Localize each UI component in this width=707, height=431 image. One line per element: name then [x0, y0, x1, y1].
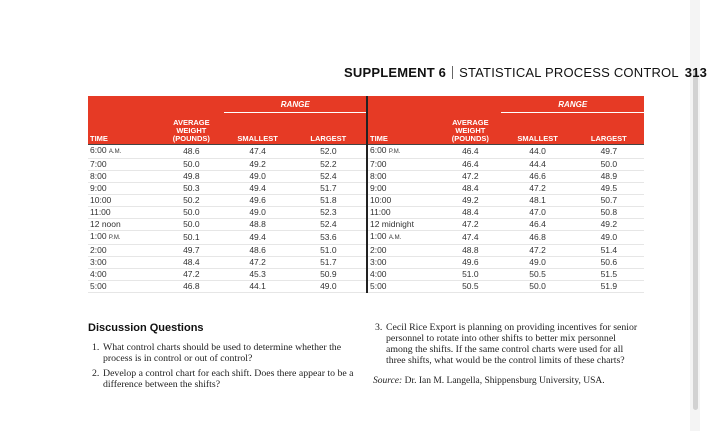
- table-cell: [439, 207, 501, 219]
- source-line: [373, 376, 605, 386]
- table-cell: [158, 145, 224, 159]
- cell-value: 47.0: [529, 207, 546, 217]
- table-cell: [501, 269, 573, 281]
- col-largest: LARGEST: [291, 113, 367, 145]
- table-cell: [88, 159, 158, 171]
- cell-value: 44.1: [249, 281, 266, 291]
- table-cell: [501, 245, 573, 257]
- table-cell: [501, 207, 573, 219]
- table-cell: [291, 269, 367, 281]
- cell-value: 50.5: [529, 269, 546, 279]
- time-suffix: P.M.: [388, 149, 401, 155]
- question-3: [375, 322, 643, 366]
- table-cell: [574, 159, 644, 171]
- cell-value: 6:00: [369, 145, 387, 155]
- cell-value: 50.0: [529, 281, 546, 291]
- table-cell: [224, 257, 290, 269]
- cell-value: 11:00: [369, 207, 391, 217]
- col-average-weight: [158, 113, 224, 145]
- table-cell: [574, 183, 644, 195]
- table-cell: [574, 195, 644, 207]
- table-cell: [224, 231, 290, 245]
- cell-value: 51.0: [462, 269, 479, 279]
- cell-value: 51.7: [320, 257, 337, 267]
- discussion-title: Discussion Questions: [88, 322, 204, 334]
- cell-value: 50.0: [183, 219, 200, 229]
- table-row: [88, 171, 644, 183]
- cell-value: 44.0: [529, 146, 546, 156]
- table-cell: [88, 195, 158, 207]
- table-cell: [367, 183, 439, 195]
- cell-value: 9:00: [369, 183, 387, 193]
- cell-value: 49.6: [249, 195, 266, 205]
- table-cell: [158, 171, 224, 183]
- cell-value: 2:00: [90, 245, 107, 255]
- section-title: STATISTICAL PROCESS CONTROL: [459, 65, 679, 80]
- cell-value: 49.0: [320, 281, 337, 291]
- header-divider: [452, 66, 453, 79]
- cell-value: 50.7: [600, 195, 618, 205]
- table-row: [88, 159, 644, 171]
- cell-value: 48.6: [183, 146, 200, 156]
- question-number: 1.: [92, 342, 100, 353]
- cell-value: 1:00: [90, 231, 107, 241]
- table-cell: [501, 281, 573, 293]
- cell-value: 47.4: [462, 232, 479, 242]
- cell-value: 47.2: [529, 183, 546, 193]
- table-cell: [367, 269, 439, 281]
- cell-value: 8:00: [369, 171, 387, 181]
- table-cell: [224, 145, 290, 159]
- table-cell: [224, 219, 290, 231]
- table-cell: [291, 207, 367, 219]
- table-cell: [88, 219, 158, 231]
- cell-value: 53.6: [320, 232, 337, 242]
- page-header: [344, 65, 707, 80]
- table-cell: [88, 281, 158, 293]
- table-cell: [439, 159, 501, 171]
- table-cell: [367, 171, 439, 183]
- table-cell: [574, 207, 644, 219]
- table-cell: [367, 159, 439, 171]
- cell-value: 50.0: [183, 207, 200, 217]
- cell-value: 52.2: [320, 159, 337, 169]
- question-text: What control charts should be used to determine whether the process is in control or out of control?: [103, 342, 342, 364]
- scrollbar-thumb[interactable]: [693, 70, 698, 410]
- table-row: [88, 245, 644, 257]
- table-cell: [224, 159, 290, 171]
- table-cell: [291, 195, 367, 207]
- header-blank: [439, 96, 501, 113]
- table-cell: [501, 219, 573, 231]
- cell-value: 49.7: [600, 146, 618, 156]
- cell-value: 2:00: [369, 245, 387, 255]
- table-cell: [224, 245, 290, 257]
- cell-value: 46.4: [462, 159, 479, 169]
- table-cell: [439, 145, 501, 159]
- time-suffix: A.M.: [108, 149, 122, 155]
- table-cell: [88, 257, 158, 269]
- table-row: [88, 231, 644, 245]
- table-row: [88, 269, 644, 281]
- question-number: 3.: [375, 322, 383, 333]
- cell-value: 5:00: [369, 281, 387, 291]
- cell-value: 11:00: [90, 207, 111, 217]
- table-cell: [158, 231, 224, 245]
- cell-value: 51.5: [600, 269, 618, 279]
- avg-line1: AVERAGE: [452, 118, 489, 127]
- cell-value: 52.4: [320, 171, 337, 181]
- table-cell: [501, 145, 573, 159]
- cell-value: 3:00: [369, 257, 387, 267]
- cell-value: 48.9: [600, 171, 618, 181]
- cell-value: 10:00: [90, 195, 112, 205]
- cell-value: 5:00: [90, 281, 107, 291]
- cell-value: 7:00: [369, 159, 387, 169]
- cell-value: 8:00: [90, 171, 107, 181]
- cell-value: 51.4: [600, 245, 618, 255]
- cell-value: 49.6: [462, 257, 479, 267]
- cell-value: 49.2: [249, 159, 266, 169]
- table-cell: [158, 245, 224, 257]
- table-cell: [439, 195, 501, 207]
- table-cell: [367, 145, 439, 159]
- col-smallest: SMALLEST: [501, 113, 573, 145]
- cell-value: 48.4: [462, 207, 479, 217]
- question-text: Develop a control chart for each shift. Does there appear to be a difference between the shifts?: [103, 368, 354, 390]
- range-group-header-night: RANGE: [501, 96, 644, 113]
- table-cell: [367, 195, 439, 207]
- table-cell: [501, 171, 573, 183]
- table-cell: [224, 281, 290, 293]
- cell-value: 46.8: [183, 281, 200, 291]
- table-cell: [291, 219, 367, 231]
- table-cell: [291, 231, 367, 245]
- table-cell: [439, 257, 501, 269]
- table-cell: [367, 207, 439, 219]
- table-cell: [574, 245, 644, 257]
- cell-value: 7:00: [90, 159, 107, 169]
- cell-value: 49.0: [529, 257, 546, 267]
- cell-value: 47.2: [249, 257, 266, 267]
- table-cell: [574, 281, 644, 293]
- time-suffix: P.M.: [108, 235, 121, 241]
- table-cell: [158, 219, 224, 231]
- table-cell: [574, 257, 644, 269]
- cell-value: 49.4: [249, 232, 266, 242]
- cell-value: 51.8: [320, 195, 337, 205]
- range-group-header-day: RANGE: [224, 96, 367, 113]
- table-cell: [574, 231, 644, 245]
- table-cell: [439, 281, 501, 293]
- header-blank: [158, 96, 224, 113]
- cell-value: 52.4: [320, 219, 337, 229]
- cell-value: 12 noon: [90, 219, 121, 229]
- cell-value: 1:00: [369, 231, 387, 241]
- table-cell: [224, 269, 290, 281]
- table-cell: [158, 257, 224, 269]
- table-row: [88, 145, 644, 159]
- table-cell: [224, 195, 290, 207]
- table-cell: [291, 257, 367, 269]
- table-cell: [291, 159, 367, 171]
- cell-value: 51.9: [600, 281, 618, 291]
- table-cell: [439, 245, 501, 257]
- cell-value: 47.2: [462, 171, 479, 181]
- cell-value: 10:00: [369, 195, 392, 205]
- table-cell: [158, 195, 224, 207]
- table-cell: [158, 207, 224, 219]
- cell-value: 52.3: [320, 207, 337, 217]
- cell-value: 3:00: [90, 257, 107, 267]
- col-smallest: SMALLEST: [224, 113, 290, 145]
- table-cell: [367, 257, 439, 269]
- table-cell: [367, 219, 439, 231]
- cell-value: 45.3: [249, 269, 266, 279]
- table-cell: [88, 145, 158, 159]
- table-row: [88, 207, 644, 219]
- source-label: Source:: [373, 376, 403, 386]
- table-cell: [367, 281, 439, 293]
- cell-value: 47.2: [183, 269, 200, 279]
- table-cell: [439, 219, 501, 231]
- cell-value: 49.0: [600, 232, 618, 242]
- table-row: [88, 257, 644, 269]
- table-cell: [291, 145, 367, 159]
- source-text: Dr. Ian M. Langella, Shippensburg University, USA.: [404, 376, 605, 386]
- weight-data-table: [88, 96, 644, 293]
- cell-value: 50.6: [600, 257, 618, 267]
- cell-value: 4:00: [369, 269, 387, 279]
- table-cell: [291, 171, 367, 183]
- time-suffix: A.M.: [388, 235, 402, 241]
- table-cell: [158, 183, 224, 195]
- table-cell: [224, 207, 290, 219]
- table-cell: [158, 281, 224, 293]
- cell-value: 49.5: [600, 183, 618, 193]
- table-cell: [501, 159, 573, 171]
- table-cell: [158, 159, 224, 171]
- cell-value: 50.0: [183, 159, 200, 169]
- table-cell: [224, 183, 290, 195]
- cell-value: 50.9: [320, 269, 337, 279]
- cell-value: 46.4: [462, 146, 479, 156]
- cell-value: 47.2: [529, 245, 546, 255]
- cell-value: 50.2: [183, 195, 200, 205]
- table-cell: [501, 231, 573, 245]
- cell-value: 49.2: [600, 219, 618, 229]
- table-cell: [367, 231, 439, 245]
- question-2: [92, 368, 360, 390]
- cell-value: 47.2: [462, 219, 479, 229]
- cell-value: 49.0: [249, 171, 266, 181]
- cell-value: 50.5: [462, 281, 479, 291]
- avg-line2: WEIGHT: [455, 126, 486, 135]
- avg-line2: WEIGHT: [176, 126, 207, 135]
- cell-value: 47.4: [249, 146, 266, 156]
- table-cell: [574, 219, 644, 231]
- table-row: [88, 281, 644, 293]
- cell-value: 48.4: [462, 183, 479, 193]
- table-row: [88, 195, 644, 207]
- cell-value: 44.4: [529, 159, 546, 169]
- table-cell: [439, 231, 501, 245]
- page-number: 313: [684, 65, 707, 80]
- question-text: Cecil Rice Export is planning on providing incentives for senior personnel to rotate into other shifts to better mix personnel among the shifts. If the same control charts were used for all three shifts, what would be the control limits of these charts?: [386, 322, 638, 366]
- col-time: TIME: [88, 113, 158, 145]
- cell-value: 6:00: [90, 145, 107, 155]
- table-cell: [501, 257, 573, 269]
- table-cell: [88, 231, 158, 245]
- cell-value: 12 midnight: [369, 219, 414, 229]
- cell-value: 51.7: [320, 183, 337, 193]
- table-cell: [439, 183, 501, 195]
- cell-value: 50.1: [183, 232, 200, 242]
- table-cell: [291, 245, 367, 257]
- header-blank: [88, 96, 158, 113]
- cell-value: 50.8: [600, 207, 618, 217]
- avg-line1: AVERAGE: [173, 118, 210, 127]
- table-cell: [501, 183, 573, 195]
- col-largest: LARGEST: [574, 113, 644, 145]
- cell-value: 9:00: [90, 183, 107, 193]
- cell-value: 48.4: [183, 257, 200, 267]
- table-cell: [88, 269, 158, 281]
- table-row: [88, 219, 644, 231]
- table-cell: [88, 245, 158, 257]
- cell-value: 49.2: [462, 195, 479, 205]
- cell-value: 52.0: [320, 146, 337, 156]
- supplement-label: SUPPLEMENT 6: [344, 65, 447, 80]
- col-time: TIME: [367, 113, 439, 145]
- cell-value: 51.0: [320, 245, 337, 255]
- question-number: 2.: [92, 368, 100, 379]
- table-cell: [291, 183, 367, 195]
- table-cell: [574, 269, 644, 281]
- cell-value: 49.0: [249, 207, 266, 217]
- question-1: [92, 342, 360, 364]
- table-row: [88, 183, 644, 195]
- table-cell: [574, 171, 644, 183]
- header-blank: [367, 96, 439, 113]
- cell-value: 49.8: [183, 171, 200, 181]
- avg-line3: (POUNDS): [172, 134, 210, 143]
- table-cell: [88, 171, 158, 183]
- cell-value: 48.8: [249, 219, 266, 229]
- col-average-weight: [439, 113, 501, 145]
- table-cell: [574, 145, 644, 159]
- table-cell: [439, 269, 501, 281]
- table-cell: [439, 171, 501, 183]
- table-cell: [224, 171, 290, 183]
- cell-value: 50.0: [600, 159, 618, 169]
- cell-value: 50.3: [183, 183, 200, 193]
- cell-value: 48.8: [462, 245, 479, 255]
- cell-value: 46.4: [529, 219, 546, 229]
- table-cell: [88, 207, 158, 219]
- cell-value: 46.6: [529, 171, 546, 181]
- table-cell: [158, 269, 224, 281]
- table-cell: [291, 281, 367, 293]
- cell-value: 49.7: [183, 245, 200, 255]
- cell-value: 46.8: [529, 232, 546, 242]
- table-cell: [501, 195, 573, 207]
- table-cell: [88, 183, 158, 195]
- cell-value: 49.4: [249, 183, 266, 193]
- cell-value: 4:00: [90, 269, 107, 279]
- table-cell: [367, 245, 439, 257]
- cell-value: 48.6: [249, 245, 266, 255]
- cell-value: 48.1: [529, 195, 546, 205]
- avg-line3: (POUNDS): [451, 134, 489, 143]
